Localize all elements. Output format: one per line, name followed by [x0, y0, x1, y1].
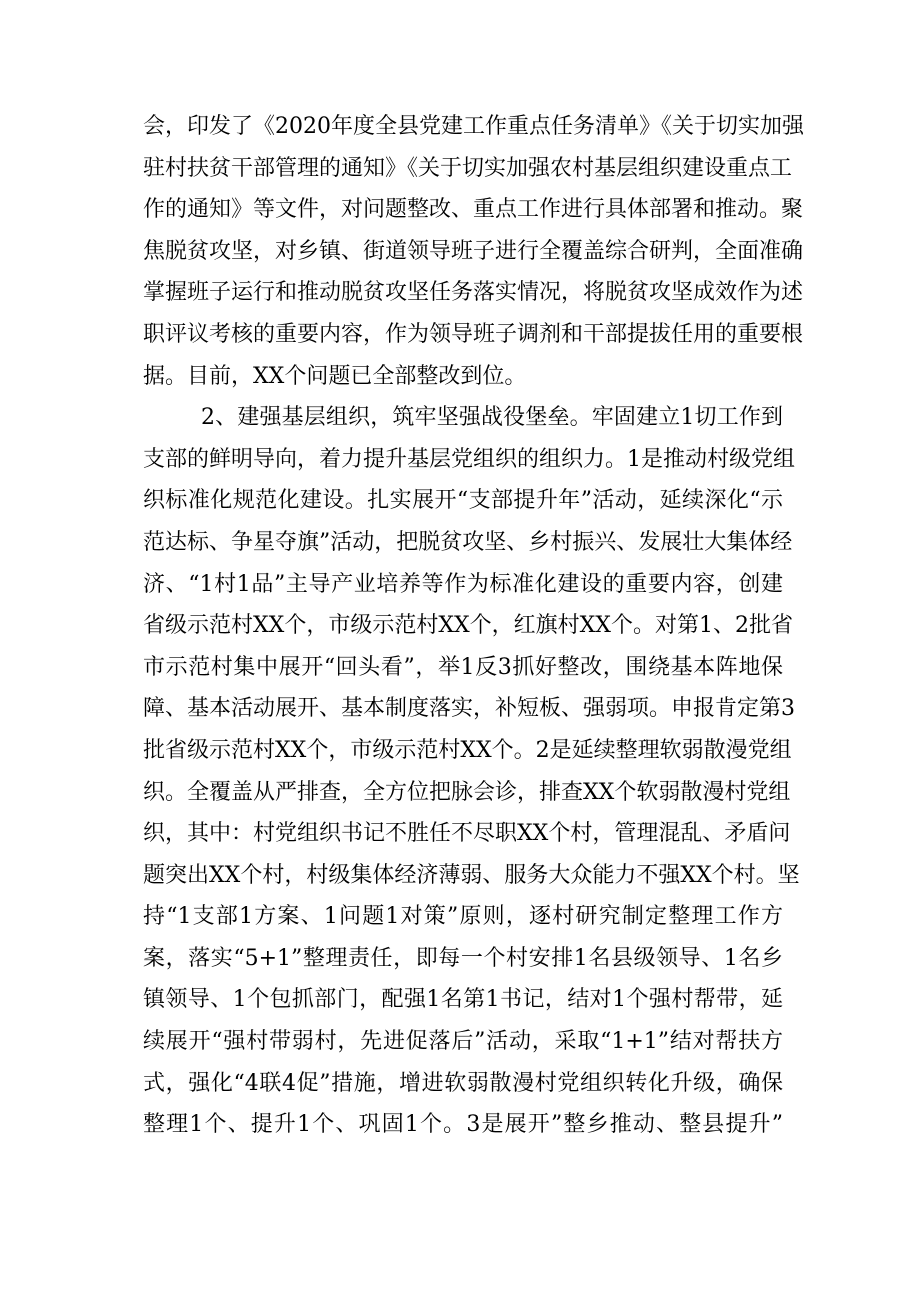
body-text [143, 106, 804, 1146]
text-line: 作的通知》等文件，对问题整改、重点工作进行具体部署和推动。聚 [143, 197, 804, 223]
text-line: 障、基本活动展开、基本制度落实，补短板、强弱项。申报肯定第3 [143, 696, 795, 722]
section-heading-line: 2、建强基层组织，筑牢坚强战役堡垒。牢固建立1切工作到 [201, 405, 783, 431]
text-line: 镇领导、1个包抓部门，配强1名第1书记，结对1个强村帮带，延 [143, 987, 783, 1013]
text-line: 续展开“强村带弱村，先进促落后”活动，采取“1+1”结对帮扶方 [143, 1029, 783, 1055]
text-line: 织标准化规范化建设。扎实展开“支部提升年”活动，延续深化“示 [143, 488, 783, 514]
text-line: 批省级示范村XX个，市级示范村XX个。2是延续整理软弱散漫党组 [143, 737, 792, 763]
text-line: 驻村扶贫干部管理的通知》《关于切实加强农村基层组织建设重点工 [143, 155, 793, 181]
text-line: 省级示范村XX个，市级示范村XX个，红旗村XX个。对第1、2批省 [143, 613, 793, 639]
text-line: 织。全覆盖从严排查，全方位把脉会诊，排查XX个软弱散漫村党组 [143, 779, 791, 805]
text-line: 焦脱贫攻坚，对乡镇、街道领导班子进行全覆盖综合研判，全面准确 [143, 238, 804, 264]
text-line: 式，强化“4联4促”措施，增进软弱散漫村党组织转化升级，确保 [143, 1070, 783, 1096]
text-line: 济、“1村1品”主导产业培养等作为标准化建设的重要内容，创建 [143, 571, 783, 597]
text-line: 会，印发了《2020年度全县党建工作重点任务清单》《关于切实加强 [143, 114, 804, 139]
text-line: 范达标、争星夺旗”活动，把脱贫攻坚、乡村振兴、发展壮大集体经 [143, 529, 793, 555]
text-line: 据。目前，XX个问题已全部整改到位。 [143, 363, 527, 389]
text-line: 持“1支部1方案、1问题1对策”原则，逐村研究制定整理工作方 [143, 904, 783, 930]
text-line: 整理1个、提升1个、巩固1个。3是展开”整乡推动、整县提升” [143, 1112, 783, 1138]
text-line: 题突出XX个村，村级集体经济薄弱、服务大众能力不强XX个村。坚 [143, 862, 800, 888]
text-line: 掌握班子运行和推动脱贫攻坚任务落实情况，将脱贫攻坚成效作为述 [143, 280, 804, 306]
text-line: 市示范村集中展开“回头看”，举1反3抓好整改，围绕基本阵地保 [143, 654, 783, 680]
text-line: 支部的鲜明导向，着力提升基层党组织的组织力。1是推动村级党组 [143, 446, 795, 472]
text-line: 织，其中：村党组织书记不胜任不尽职XX个村，管理混乱、矛盾问 [143, 821, 791, 847]
text-line: 职评议考核的重要内容，作为领导班子调剂和干部提拔任用的重要根 [143, 321, 804, 347]
text-line: 案，落实“5+1”整理责任，即每一个村安排1名县级领导、1名乡 [143, 945, 783, 971]
